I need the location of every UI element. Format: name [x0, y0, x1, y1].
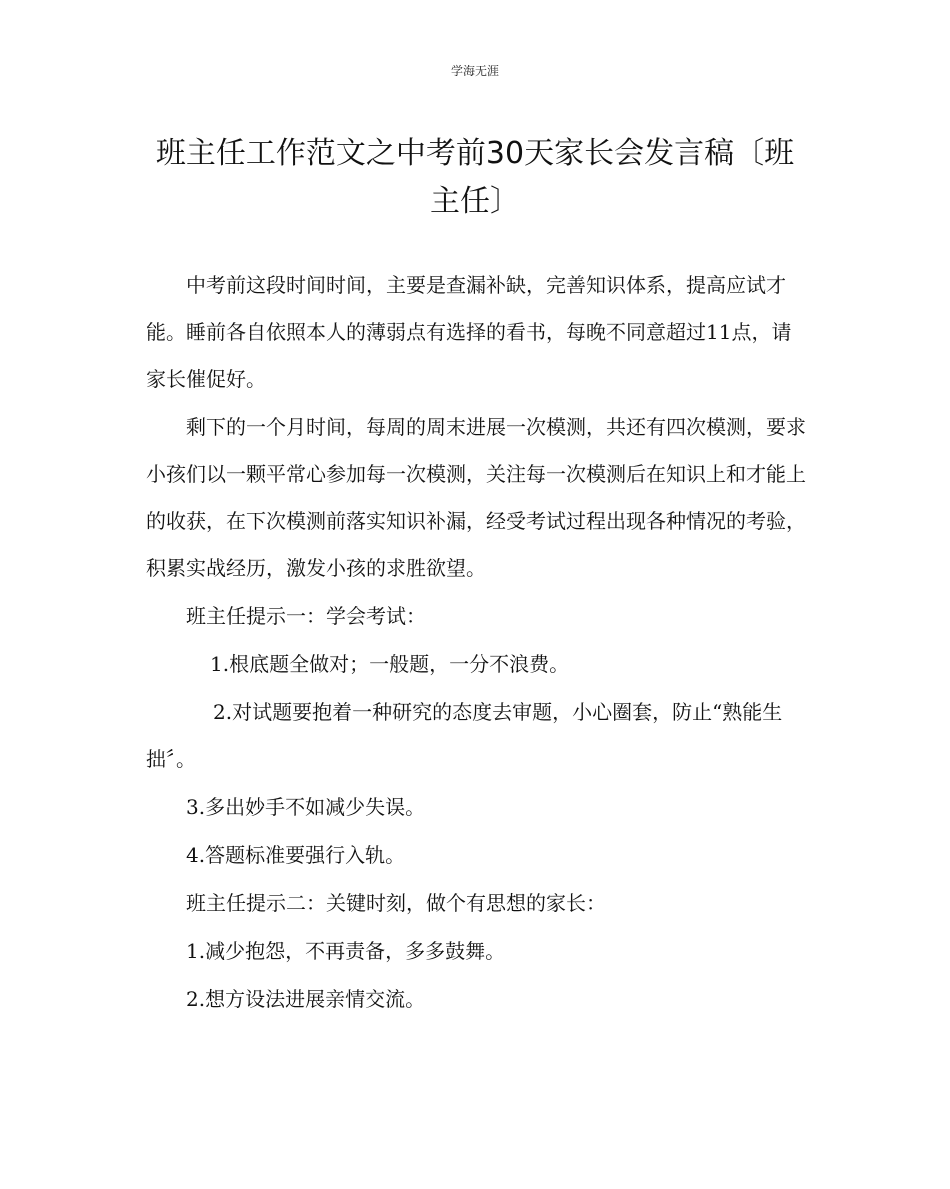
tip-two-item-1: 1.减少抱怨，不再责备，多多鼓舞。: [186, 939, 506, 963]
page-header: 学海无涯: [450, 64, 499, 78]
document-body: [146, 262, 806, 1024]
tip-one-item-1: 1.根底题全做对；一般题，一分不浪费。: [210, 652, 570, 676]
paragraph-intro: 中考前这段时间时间，主要是查漏补缺，完善知识体系，提高应试才能。睡前各自依照本人的薄弱点有选择的看书，每晚不同意超过11点，请家长催促好。: [146, 273, 792, 391]
tip-one-item-3: 3.多出妙手不如减少失误。: [186, 795, 426, 819]
document-title: 班主任工作范文之中考前30天家长会发言稿〔班主任〕: [155, 136, 795, 219]
paragraph-mock-tests: 剩下的一个月时间，每周的周末进展一次模测，共还有四次模测，要求小孩们以一颗平常心参加每一次模测，关注每一次模测后在知识上和才能上的收获，在下次模测前落实知识补漏，经受考试过程出现各种情况的考验，积累实战经历，激发小孩的求胜欲望。: [146, 415, 806, 580]
tip-two-heading: 班主任提示二：关键时刻，做个有思想的家长：: [186, 891, 606, 915]
tip-one-heading: 班主任提示一：学会考试：: [186, 604, 426, 628]
tip-one-item-4: 4.答题标准要强行入轨。: [186, 843, 406, 867]
tip-two-item-2: 2.想方设法进展亲情交流。: [186, 987, 426, 1011]
tip-one-item-2: 2.对试题要抱着一种研究的态度去审题，小心圈套，防止“熟能生拙〞。: [146, 700, 783, 771]
